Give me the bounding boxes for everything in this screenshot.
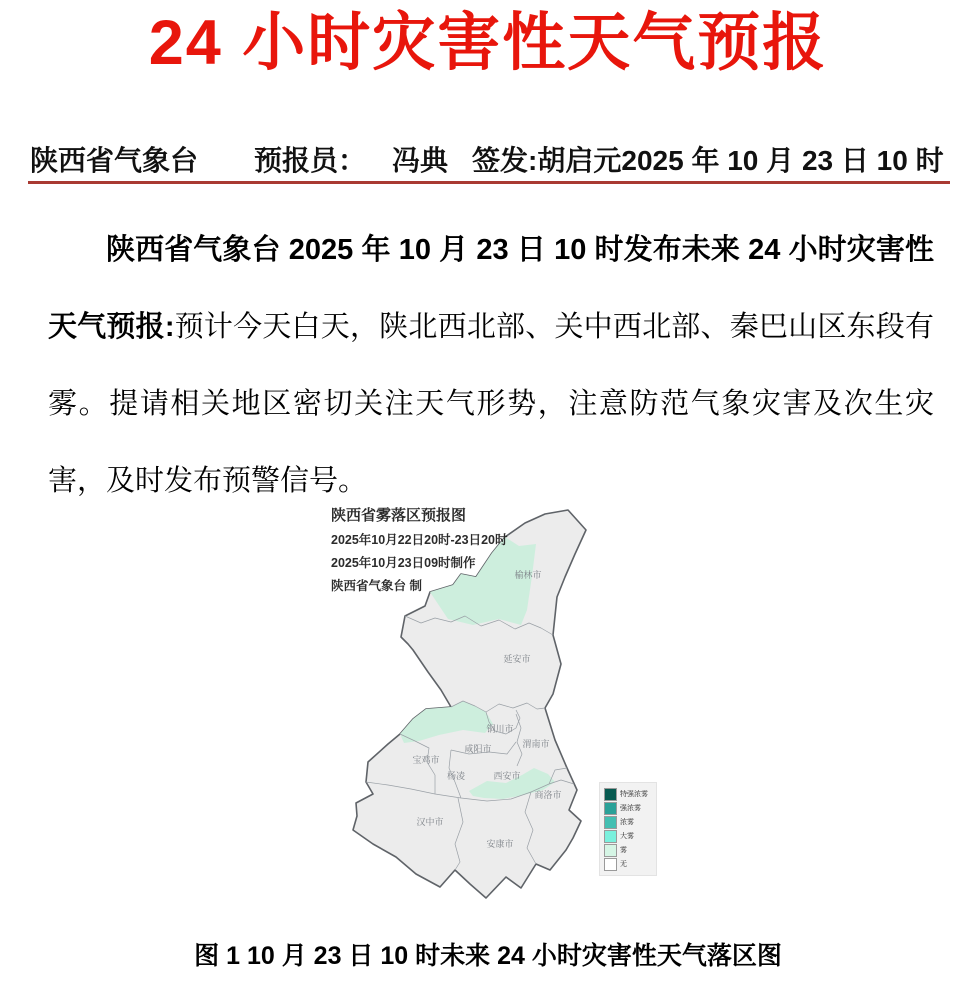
agency-name: 陕西省气象台 — [30, 145, 199, 176]
legend-label: 雾 — [620, 846, 627, 854]
legend-swatch — [604, 844, 617, 857]
legend-row — [604, 843, 648, 857]
page-title: 24 小时灾害性天气预报 — [148, 8, 828, 78]
city-label-xian: 西安市 — [493, 771, 521, 781]
city-label-weinan: 渭南市 — [522, 739, 550, 749]
red-divider-rule — [28, 181, 950, 184]
fog-forecast-map-figure — [303, 492, 703, 937]
legend-row — [604, 801, 648, 815]
forecast-lead: 陕西省气象台 2025 年 10 月 23 日 10 时发布未来 24 小时灾害性天气预报: — [48, 234, 934, 343]
issuer-label: 签发: — [472, 145, 538, 176]
forecast-body — [48, 212, 934, 520]
meta-row — [30, 139, 944, 179]
city-label-shangluo: 商洛市 — [534, 790, 562, 800]
legend-row — [604, 857, 648, 871]
city-label-xianyang: 咸阳市 — [464, 744, 492, 754]
city-label-yulin: 榆林市 — [514, 570, 542, 580]
legend-swatch — [604, 816, 617, 829]
legend-label: 无 — [620, 860, 627, 868]
issue-datetime: 2025 年 10 月 23 日 10 时 — [621, 145, 944, 176]
map-made-time: 2025年10月23日09时制作 — [331, 556, 476, 570]
city-label-baoji: 宝鸡市 — [412, 755, 440, 765]
map-header — [331, 504, 508, 599]
forecast-detail: 预计今天白天，陕北西北部、关中西北部、秦巴山区东段有雾。提请相关地区密切关注天气形势，注意防范气象灾害及次生灾害，及时发布预警信号。 — [48, 311, 934, 497]
legend-swatch — [604, 858, 617, 871]
city-label-tongchuan: 铜川市 — [486, 724, 514, 734]
issuer-name: 胡启元 — [537, 145, 622, 176]
forecast-paragraph — [48, 212, 934, 520]
city-label-yanan: 延安市 — [503, 654, 531, 664]
city-label-yangling: 杨凌 — [446, 771, 466, 781]
legend-row — [604, 829, 648, 843]
legend-label: 特强浓雾 — [620, 790, 648, 798]
map-credit: 陕西省气象台 制 — [331, 579, 422, 593]
map-valid-period: 2025年10月22日20时-23日20时 — [331, 533, 508, 547]
city-label-ankang: 安康市 — [486, 839, 514, 849]
fog-legend — [599, 782, 657, 876]
legend-row — [604, 815, 648, 829]
legend-label: 浓雾 — [620, 818, 634, 826]
legend-swatch — [604, 788, 617, 801]
legend-label: 大雾 — [620, 832, 634, 840]
legend-swatch — [604, 802, 617, 815]
forecaster-label: 预报员： — [254, 145, 367, 176]
legend-swatch — [604, 830, 617, 843]
figure-caption: 图 1 10 月 23 日 10 时未来 24 小时灾害性天气落区图 — [194, 942, 782, 970]
map-title: 陕西省雾落区预报图 — [331, 507, 467, 524]
legend-row — [604, 787, 648, 801]
forecaster-name: 冯典 — [392, 145, 449, 176]
city-label-hanzhong: 汉中市 — [416, 817, 444, 827]
legend-label: 强浓雾 — [620, 804, 641, 812]
issuer-group — [472, 139, 621, 179]
